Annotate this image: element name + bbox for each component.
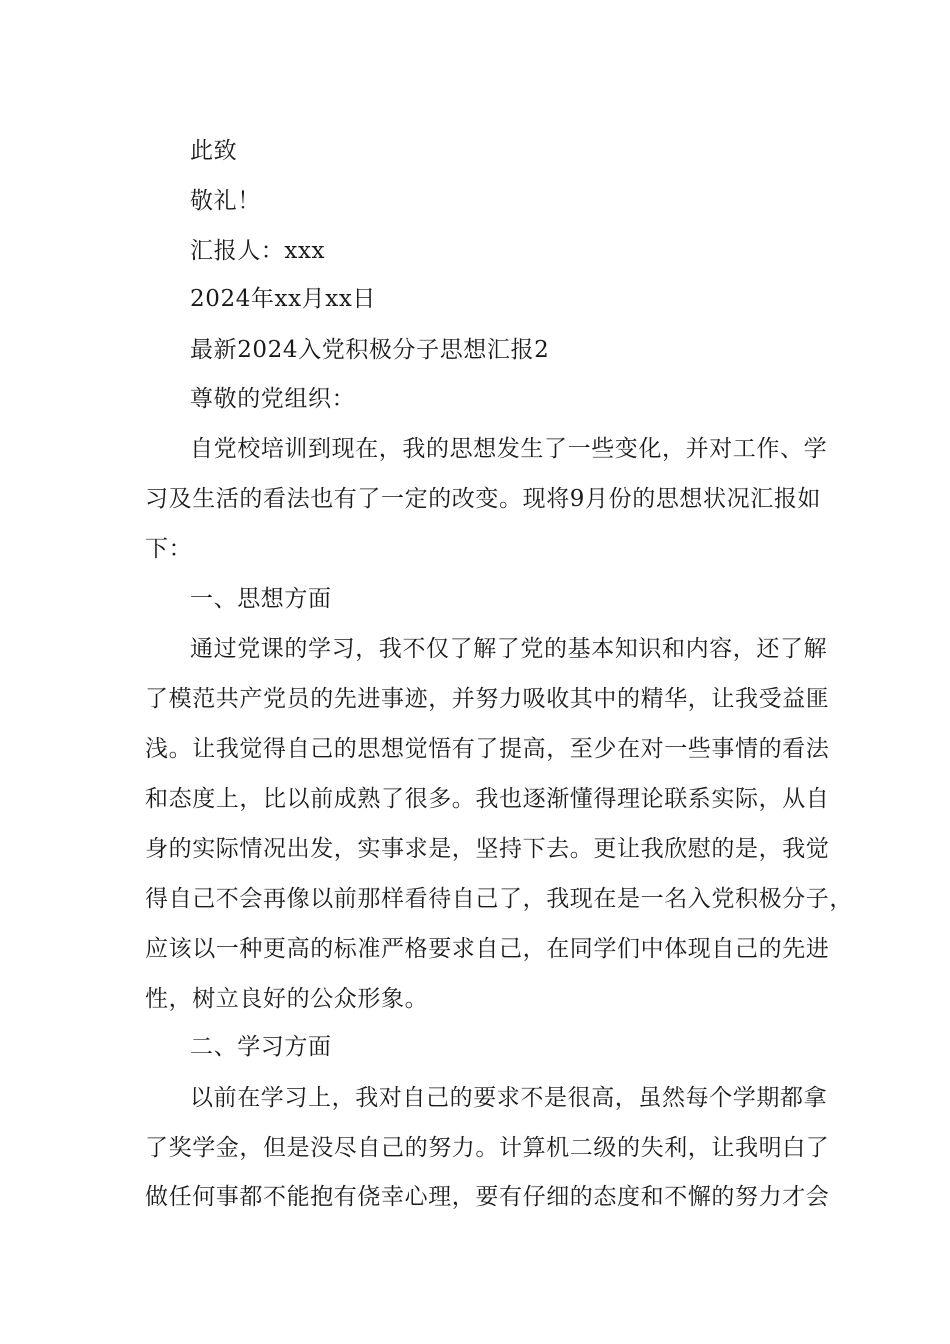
date-line: 2024年xx月xx日 — [190, 286, 377, 312]
section-heading: 二、学习方面 — [190, 1034, 332, 1060]
paragraph-line: 通过党课的学习，我不仅了解了党的基本知识和内容，还了解 — [190, 636, 828, 662]
paragraph-line: 浅。让我觉得自己的思想觉悟有了提高，至少在对一些事情的看法 — [145, 736, 830, 762]
paragraph-line: 得自己不会再像以前那样看待自己了，我现在是一名入党积极分子， — [145, 886, 853, 912]
section-heading: 一、思想方面 — [190, 586, 332, 612]
salutation-line-2: 敬礼！ — [190, 188, 261, 214]
paragraph-line: 应该以一种更高的标准严格要求自己，在同学们中体现自己的先进 — [145, 936, 830, 962]
paragraph-line: 做任何事都不能抱有侥幸心理，要有仔细的态度和不懈的努力才会 — [145, 1184, 830, 1210]
greeting-line: 尊敬的党组织： — [190, 386, 356, 412]
paragraph-line: 以前在学习上，我对自己的要求不是很高，虽然每个学期都拿 — [190, 1085, 828, 1111]
report-title: 最新2024入党积极分子思想汇报2 — [190, 337, 550, 363]
paragraph-line: 性，树立良好的公众形象。 — [145, 986, 429, 1012]
paragraph-line: 了模范共产党员的先进事迹，并努力吸收其中的精华，让我受益匪 — [145, 686, 830, 712]
paragraph-line: 自党校培训到现在，我的思想发生了一些变化，并对工作、学 — [190, 436, 828, 462]
paragraph-line: 习及生活的看法也有了一定的改变。现将9月份的思想状况汇报如 — [145, 486, 822, 512]
paragraph-line: 下： — [145, 536, 193, 562]
reporter-line: 汇报人：xxx — [190, 238, 326, 264]
paragraph-line: 了奖学金，但是没尽自己的努力。计算机二级的失利，让我明白了 — [145, 1135, 830, 1161]
salutation-line-1: 此致 — [190, 138, 238, 164]
paragraph-line: 和态度上，比以前成熟了很多。我也逐渐懂得理论联系实际，从自 — [145, 786, 830, 812]
paragraph-line: 身的实际情况出发，实事求是，坚持下去。更让我欣慰的是，我觉 — [145, 836, 830, 862]
